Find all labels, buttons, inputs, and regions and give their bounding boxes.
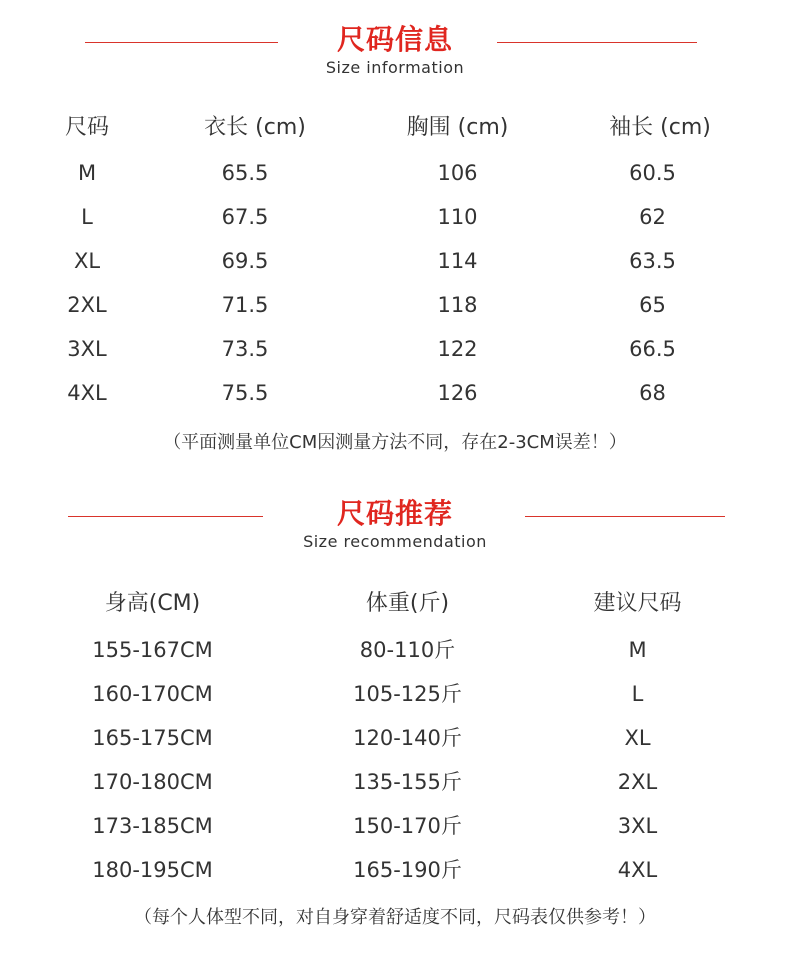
recommended-size-cell: M	[628, 638, 647, 662]
recommended-size-cell: 4XL	[617, 858, 658, 882]
size-cell: 3XL	[67, 337, 107, 361]
height-cell: 165-175CM	[92, 726, 213, 750]
height-cell: 180-195CM	[92, 858, 213, 882]
column-header: 袖长 (cm)	[609, 115, 711, 140]
column-header: 尺码	[64, 115, 109, 140]
recommended-size-cell: 2XL	[617, 770, 658, 794]
recommended-size-cell: 3XL	[617, 814, 658, 838]
chest-cell: 126	[437, 381, 478, 405]
recommended-size-cell: L	[631, 682, 644, 706]
column-header: 身高(CM)	[104, 591, 201, 616]
size-cell: M	[77, 161, 97, 185]
section-subtitle: Size recommendation	[303, 532, 487, 551]
table-row	[0, 679, 790, 709]
measurement-note: （平面测量单位CM因测量方法不同，存在2-3CM误差！）	[163, 432, 627, 453]
weight-cell: 80-110斤	[359, 638, 456, 662]
weight-cell: 105-125斤	[353, 682, 462, 706]
sleeve-cell: 63.5	[629, 249, 676, 273]
table-row	[0, 202, 790, 232]
recommended-size-cell: XL	[624, 726, 651, 750]
chest-cell: 122	[437, 337, 478, 361]
table-row	[0, 635, 790, 665]
size-cell: 2XL	[67, 293, 107, 317]
sleeve-cell: 68	[639, 381, 666, 405]
column-header: 衣长 (cm)	[204, 115, 306, 140]
column-header: 体重(斤)	[365, 591, 450, 616]
height-cell: 155-167CM	[92, 638, 213, 662]
length-cell: 65.5	[221, 161, 269, 185]
table-header	[0, 113, 790, 143]
column-header: 胸围 (cm)	[406, 115, 509, 140]
length-cell: 75.5	[221, 381, 269, 405]
section-subtitle: Size information	[325, 58, 465, 77]
size-information-section	[0, 0, 790, 470]
length-cell: 69.5	[221, 249, 269, 273]
height-cell: 170-180CM	[92, 770, 213, 794]
sleeve-cell: 66.5	[629, 337, 676, 361]
table-header	[0, 589, 790, 619]
table-row	[0, 158, 790, 188]
weight-cell: 165-190斤	[353, 858, 462, 882]
table-row	[0, 855, 790, 885]
weight-cell: 150-170斤	[353, 814, 462, 838]
section-title: 尺码信息	[336, 23, 453, 56]
length-cell: 73.5	[221, 337, 269, 361]
table-row	[0, 767, 790, 797]
length-cell: 71.5	[221, 293, 269, 317]
column-header: 建议尺码	[593, 591, 682, 616]
table-row	[0, 723, 790, 753]
table-row	[0, 378, 790, 408]
chest-cell: 114	[437, 249, 478, 273]
sleeve-cell: 62	[639, 205, 666, 229]
sleeve-cell: 65	[639, 293, 666, 317]
table-row	[0, 290, 790, 320]
section-title: 尺码推荐	[336, 497, 453, 530]
length-cell: 67.5	[221, 205, 269, 229]
size-recommendation-section	[0, 475, 790, 962]
size-cell: XL	[73, 249, 101, 273]
sleeve-cell: 60.5	[629, 161, 676, 185]
table-row	[0, 334, 790, 364]
size-cell: L	[81, 205, 93, 229]
chest-cell: 106	[437, 161, 478, 185]
reference-note: （每个人体型不同，对自身穿着舒适度不同，尺码表仅供参考！）	[134, 907, 656, 928]
chest-cell: 110	[437, 205, 478, 229]
chest-cell: 118	[437, 293, 478, 317]
height-cell: 160-170CM	[92, 682, 213, 706]
height-cell: 173-185CM	[92, 814, 213, 838]
table-row	[0, 811, 790, 841]
weight-cell: 135-155斤	[353, 770, 462, 794]
table-row	[0, 246, 790, 276]
weight-cell: 120-140斤	[353, 726, 462, 750]
size-cell: 4XL	[67, 381, 107, 405]
